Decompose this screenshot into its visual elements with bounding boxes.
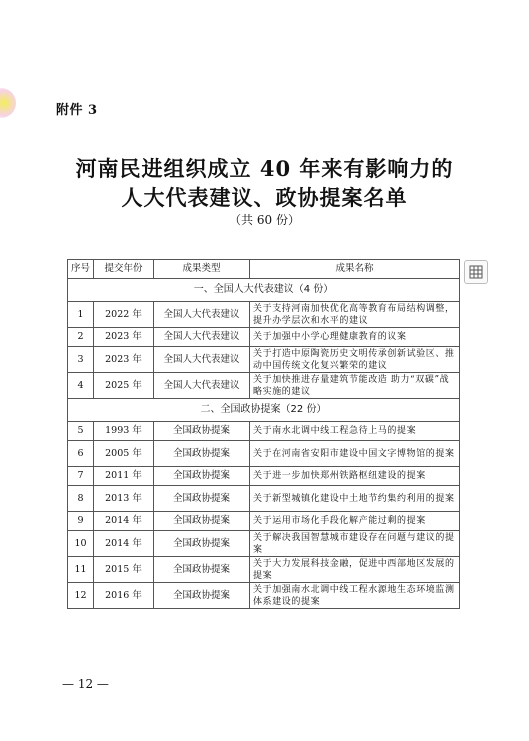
cell-name: 关于进一步加快郑州铁路枢纽建设的提案: [250, 467, 460, 486]
cell-type: 全国政协提案: [154, 441, 250, 467]
cell-no: 5: [68, 422, 94, 441]
table-row: [68, 583, 460, 609]
results-table: [67, 259, 460, 609]
table-row: [68, 302, 460, 328]
section-label: 二、全国政协提案（22 份）: [68, 399, 460, 422]
table-row: [68, 373, 460, 399]
seal-mark-icon: [0, 88, 16, 118]
cell-year: 2005 年: [94, 441, 154, 467]
section-label: 一、全国人大代表建议（4 份）: [68, 279, 460, 302]
attachment-label: 附件 3: [56, 103, 98, 118]
document-title-line2: 人大代表建议、政协提案名单: [121, 185, 408, 210]
cell-year: 1993 年: [94, 422, 154, 441]
cell-no: 8: [68, 486, 94, 512]
document-title-line1: 河南民进组织成立 40 年来有影响力的: [75, 156, 454, 181]
cell-name: 关于加强中小学心理健康教育的议案: [250, 328, 460, 347]
cell-name: 关于运用市场化手段化解产能过剩的提案: [250, 512, 460, 531]
table-header-row: [68, 260, 460, 279]
cell-year: 2025 年: [94, 373, 154, 399]
cell-name: 关于大力发展科技金融，促进中西部地区发展的提案: [250, 557, 460, 583]
table-row: [68, 441, 460, 467]
cell-name: 关于南水北调中线工程急待上马的提案: [250, 422, 460, 441]
cell-name: 关于解决我国智慧城市建设存在问题与建议的提案: [250, 531, 460, 557]
cell-no: 6: [68, 441, 94, 467]
cell-type: 全国政协提案: [154, 531, 250, 557]
cell-no: 4: [68, 373, 94, 399]
cell-year: 2013 年: [94, 486, 154, 512]
cell-name: 关于打造中原陶瓷历史文明传承创新试验区、推动中国传统文化复兴繁荣的建议: [250, 347, 460, 373]
cell-year: 2015 年: [94, 557, 154, 583]
cell-type: 全国人大代表建议: [154, 328, 250, 347]
cell-type: 全国人大代表建议: [154, 373, 250, 399]
cell-type: 全国政协提案: [154, 422, 250, 441]
cell-name: 关于加快推进存量建筑节能改造 助力“双碳”战略实施的建议: [250, 373, 460, 399]
cell-name: 关于加强南水北调中线工程水源地生态环境监测体系建设的提案: [250, 583, 460, 609]
table-row: [68, 512, 460, 531]
cell-no: 12: [68, 583, 94, 609]
cell-type: 全国政协提案: [154, 557, 250, 583]
cell-type: 全国政协提案: [154, 467, 250, 486]
cell-year: 2023 年: [94, 347, 154, 373]
table-row: [68, 328, 460, 347]
header-name: 成果名称: [250, 260, 460, 279]
cell-name: 关于新型城镇化建设中土地节约集约利用的提案: [250, 486, 460, 512]
cell-year: 2011 年: [94, 467, 154, 486]
cell-no: 2: [68, 328, 94, 347]
table-row: [68, 557, 460, 583]
table-row: [68, 531, 460, 557]
document-subtitle: （共 60 份）: [229, 213, 300, 227]
cell-type: 全国人大代表建议: [154, 347, 250, 373]
table-row: [68, 467, 460, 486]
cell-no: 9: [68, 512, 94, 531]
cell-no: 10: [68, 531, 94, 557]
section-row: [68, 279, 460, 302]
cell-type: 全国人大代表建议: [154, 302, 250, 328]
table-row: [68, 486, 460, 512]
header-year: 提交年份: [94, 260, 154, 279]
cell-no: 3: [68, 347, 94, 373]
cell-year: 2022 年: [94, 302, 154, 328]
grid-qr-icon[interactable]: [464, 260, 488, 284]
cell-year: 2014 年: [94, 531, 154, 557]
cell-no: 11: [68, 557, 94, 583]
cell-no: 1: [68, 302, 94, 328]
header-no: 序号: [68, 260, 94, 279]
cell-type: 全国政协提案: [154, 486, 250, 512]
cell-name: 关于支持河南加快优化高等教育布局结构调整，提升办学层次和水平的建议: [250, 302, 460, 328]
page-number: — 12 —: [62, 677, 109, 691]
cell-year: 2014 年: [94, 512, 154, 531]
table-row: [68, 422, 460, 441]
header-type: 成果类型: [154, 260, 250, 279]
cell-name: 关于在河南省安阳市建设中国文字博物馆的提案: [250, 441, 460, 467]
cell-year: 2016 年: [94, 583, 154, 609]
cell-year: 2023 年: [94, 328, 154, 347]
cell-no: 7: [68, 467, 94, 486]
table-row: [68, 347, 460, 373]
cell-type: 全国政协提案: [154, 583, 250, 609]
cell-type: 全国政协提案: [154, 512, 250, 531]
section-row: [68, 399, 460, 422]
